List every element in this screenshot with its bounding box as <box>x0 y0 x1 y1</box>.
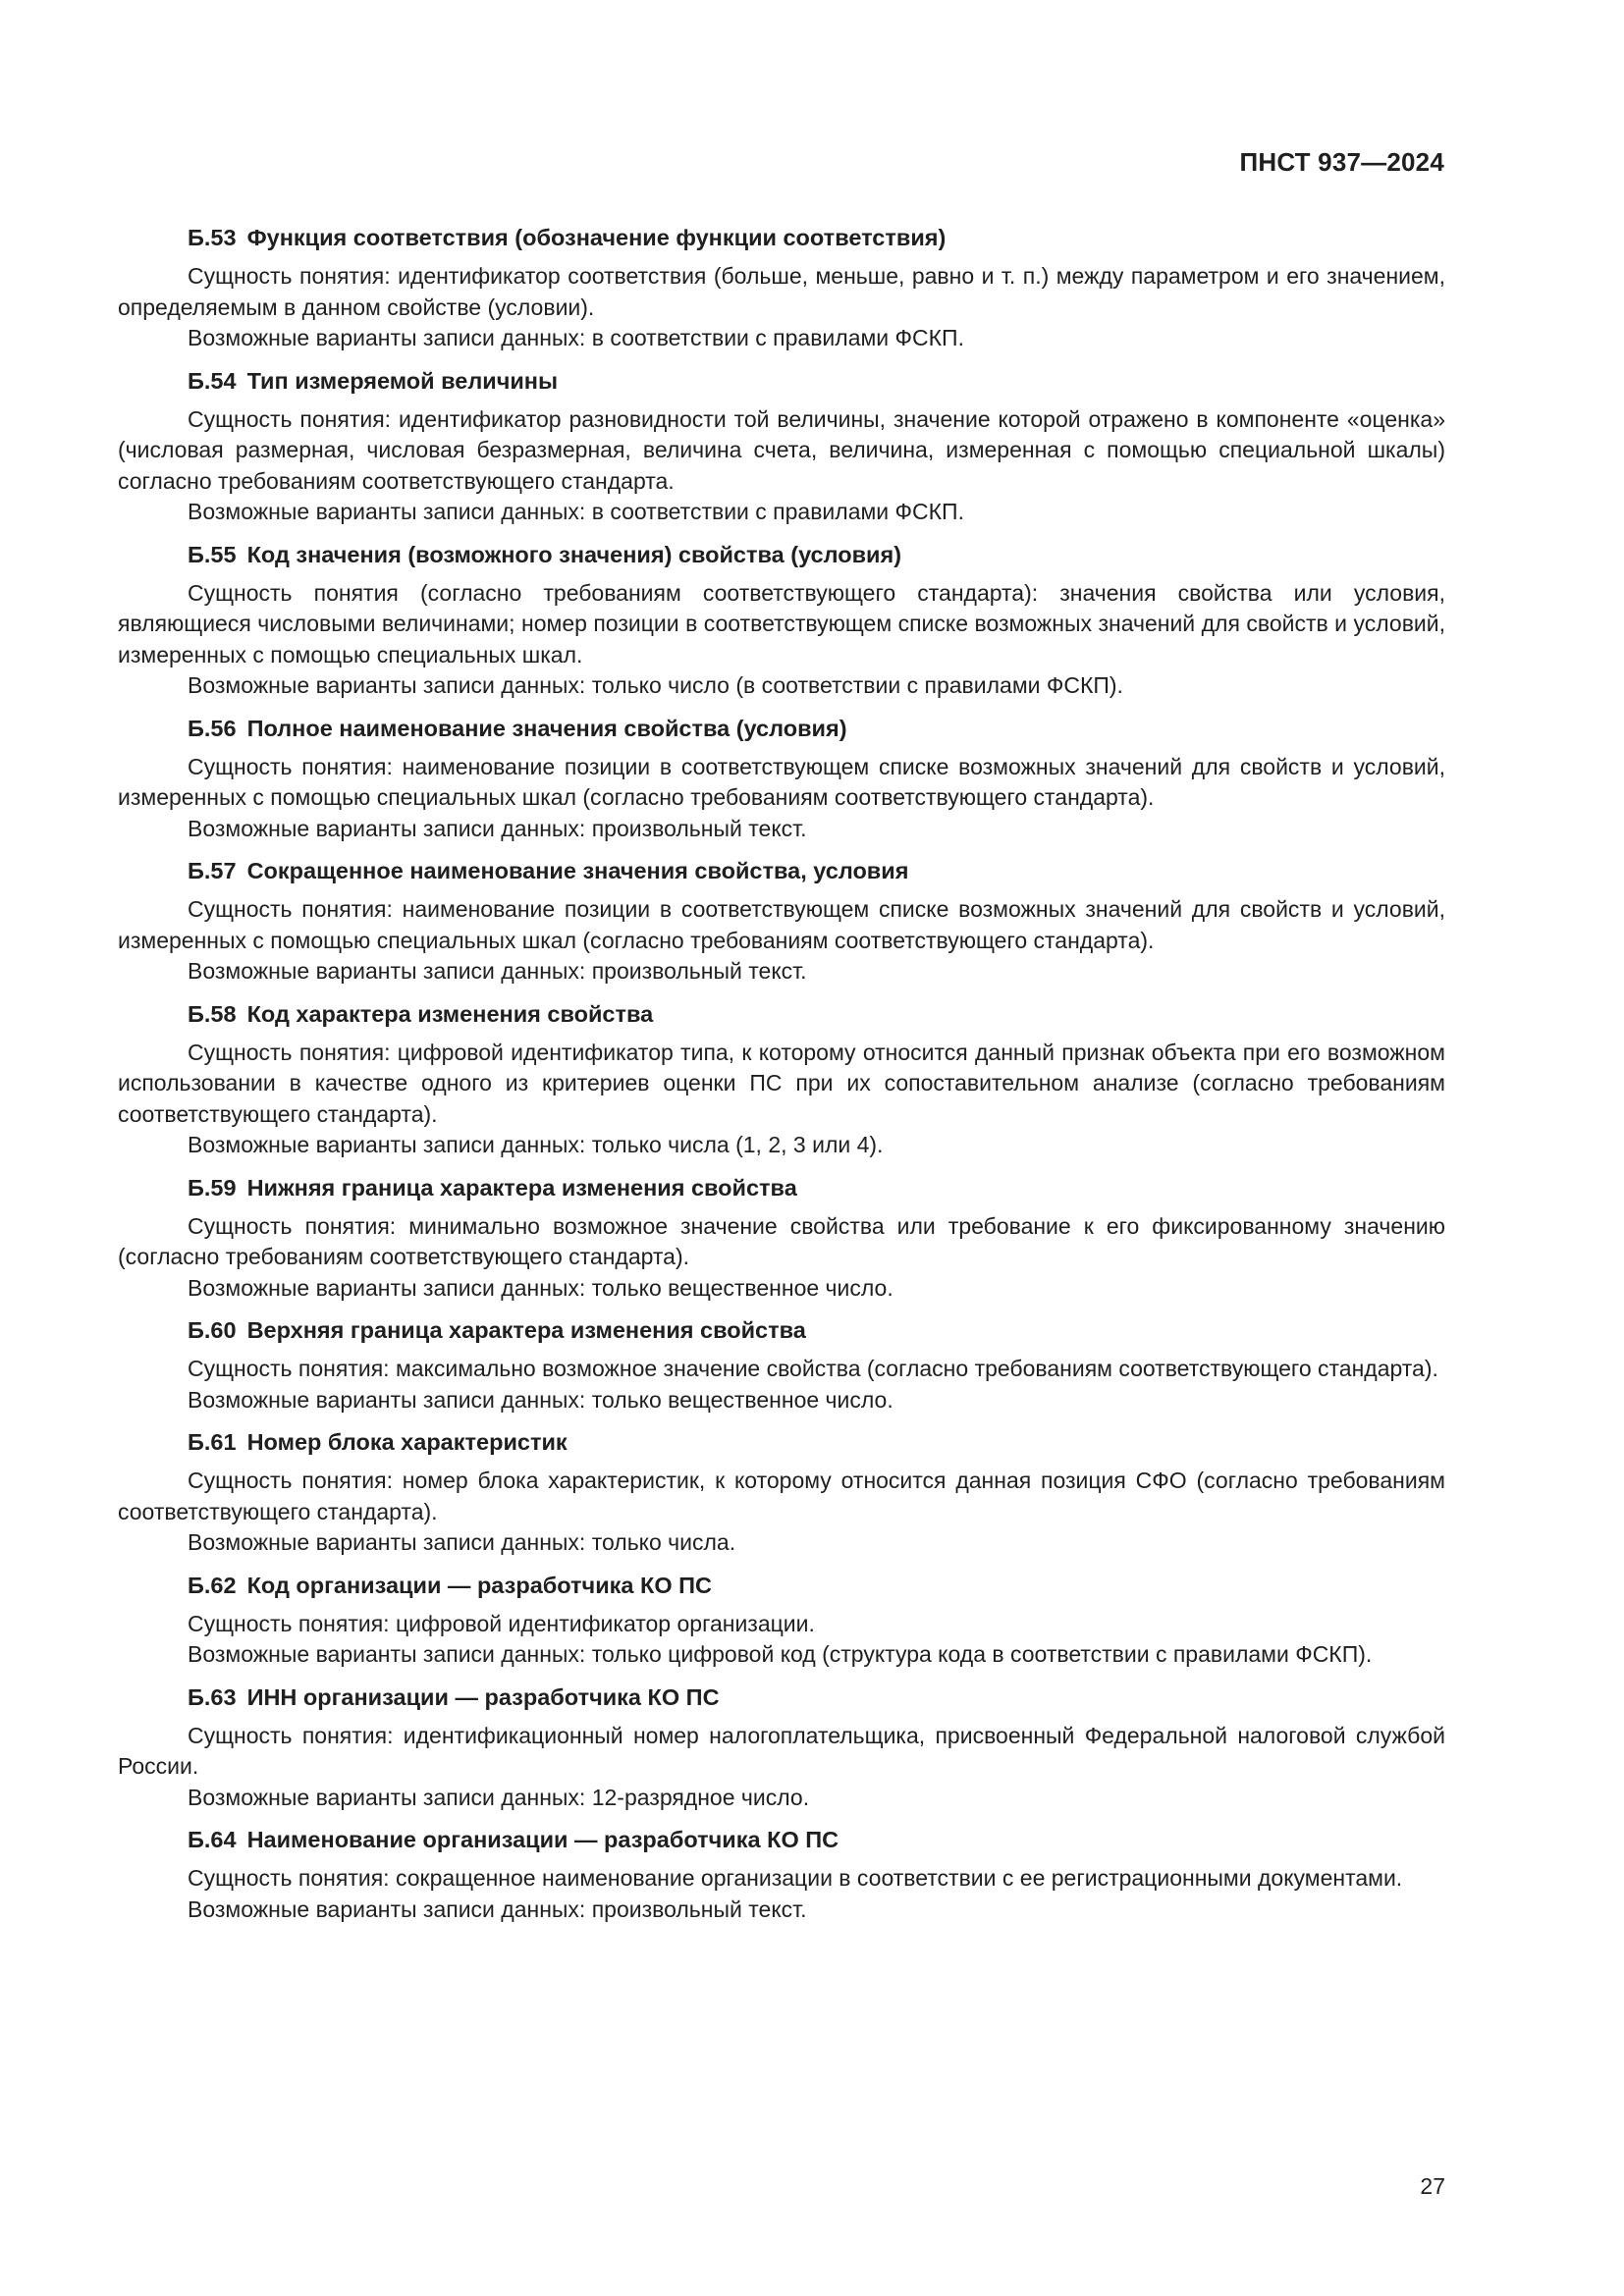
section-heading <box>118 1314 1445 1346</box>
section-number: Б.58 <box>188 1000 237 1027</box>
data-format-paragraph: Возможные варианты записи данных: произвольный текст. <box>188 1896 807 1922</box>
section-title: Сокращенное наименование значения свойства, условия <box>246 858 909 883</box>
data-format-paragraph: Возможные варианты записи данных: произвольный текст. <box>188 958 807 984</box>
section-title: Наименование организации — разработчика КО ПС <box>246 1827 839 1852</box>
section <box>118 713 1445 845</box>
section <box>118 998 1445 1161</box>
section <box>118 855 1445 988</box>
section-number: Б.62 <box>188 1572 237 1598</box>
section-heading <box>118 222 1445 253</box>
page-number: 27 <box>1420 2173 1445 2199</box>
data-format-paragraph: Возможные варианты записи данных: в соответствии с правилами ФСКП. <box>188 325 964 350</box>
data-format-paragraph: Возможные варианты записи данных: в соответствии с правилами ФСКП. <box>188 499 964 524</box>
section <box>118 1824 1445 1925</box>
definition-paragraph: Сущность понятия: идентификационный номер налогоплательщика, присвоенный Федеральной налоговой службой России. <box>118 1722 1445 1779</box>
data-format-paragraph: Возможные варианты записи данных: только цифровой код (структура кода в соответствии с правилами ФСКП). <box>188 1641 1373 1667</box>
document-code: ПНСТ 937—2024 <box>1239 147 1444 177</box>
section-heading <box>118 539 1445 570</box>
definition-paragraph: Сущность понятия: минимально возможное значение свойства или требование к его фиксированному значению (согласно требованиям соответствующего стандарта). <box>118 1212 1445 1269</box>
section <box>118 1172 1445 1305</box>
definition-paragraph: Сущность понятия: цифровой идентификатор типа, к которому относится данный признак объекта при его возможном использовании в качестве одного из критериев оценки ПС при их сопоставительном анализе (согласно требованиям соответствующего стандарта). <box>118 1039 1445 1127</box>
section-number: Б.54 <box>188 367 237 394</box>
definition-paragraph: Сущность понятия: наименование позиции в соответствующем списке возможных значений для свойств и условий, измеренных с помощью специальных шкал (согласно требованиям соответствующего стандарта). <box>118 896 1445 953</box>
section-title: Нижняя граница характера изменения свойства <box>246 1174 797 1201</box>
section-number: Б.57 <box>188 858 237 883</box>
section <box>118 1682 1445 1814</box>
definition-paragraph: Сущность понятия: идентификатор соответствия (больше, меньше, равно и т. п.) между параметром и его значением, определяемым в данном свойстве (условии). <box>118 263 1445 320</box>
section <box>118 222 1445 354</box>
section <box>118 539 1445 702</box>
section-heading <box>118 713 1445 744</box>
data-format-paragraph: Возможные варианты записи данных: произвольный текст. <box>188 815 807 841</box>
section <box>118 365 1445 528</box>
section-heading <box>118 1426 1445 1458</box>
section <box>118 1426 1445 1559</box>
definition-paragraph: Сущность понятия: идентификатор разновидности той величины, значение которой отражено в компоненте «оценка» (числовая размерная, числовая безразмерная, величина счета, величина, измеренная с помощью специальной шкалы) согласно требованиям соответствующего стандарта. <box>118 405 1445 494</box>
section <box>118 1314 1445 1415</box>
section-title: Код организации — разработчика КО ПС <box>246 1572 713 1598</box>
section-title: Полное наименование значения свойства (условия) <box>246 715 847 741</box>
section-number: Б.64 <box>188 1827 237 1852</box>
section-title: Код значения (возможного значения) свойства (условия) <box>246 541 902 567</box>
section <box>118 1570 1445 1671</box>
section-heading <box>118 855 1445 886</box>
section-title: Номер блока характеристик <box>246 1429 568 1455</box>
section-heading <box>118 1570 1445 1601</box>
data-format-paragraph: Возможные варианты записи данных: только вещественное число. <box>188 1386 893 1413</box>
section-heading <box>118 1824 1445 1855</box>
data-format-paragraph: Возможные варианты записи данных: только вещественное число. <box>188 1274 893 1301</box>
section-heading <box>118 1682 1445 1713</box>
data-format-paragraph: Возможные варианты записи данных: только числа. <box>188 1529 736 1555</box>
definition-paragraph: Сущность понятия: цифровой идентификатор организации. <box>188 1610 815 1636</box>
definition-paragraph: Сущность понятия: сокращенное наименование организации в соответствии с ее регистрационными документами. <box>188 1865 1403 1891</box>
section-number: Б.55 <box>188 541 237 567</box>
section-heading <box>118 998 1445 1030</box>
section-title: Функция соответствия (обозначение функции соответствия) <box>246 225 947 250</box>
section-title: Тип измеряемой величины <box>246 367 559 394</box>
data-format-paragraph: Возможные варианты записи данных: 12-разрядное число. <box>188 1784 810 1810</box>
definition-paragraph: Сущность понятия: максимально возможное значение свойства (согласно требованиям соответствующего стандарта). <box>188 1356 1438 1381</box>
section-title: Код характера изменения свойства <box>246 1000 654 1027</box>
definition-paragraph: Сущность понятия (согласно требованиям соответствующего стандарта): значения свойства или условия, являющиеся числовыми величинами; номер позиции в соответствующем списке возможных значений для свойств и условий, измеренных с помощью специальных шкал. <box>118 579 1445 667</box>
section-title: Верхняя граница характера изменения свойства <box>246 1317 806 1343</box>
section-number: Б.59 <box>188 1174 237 1201</box>
definition-paragraph: Сущность понятия: номер блока характеристик, к которому относится данная позиция СФО (согласно требованиям соответствующего стандарта). <box>118 1468 1445 1524</box>
section-number: Б.60 <box>188 1317 237 1343</box>
document-body <box>118 222 1445 1936</box>
section-number: Б.56 <box>188 715 237 741</box>
section-title: ИНН организации — разработчика КО ПС <box>246 1683 720 1710</box>
definition-paragraph: Сущность понятия: наименование позиции в соответствующем списке возможных значений для свойств и условий, измеренных с помощью специальных шкал (согласно требованиям соответствующего стандарта). <box>118 753 1445 810</box>
section-number: Б.63 <box>188 1683 237 1710</box>
data-format-paragraph: Возможные варианты записи данных: только числа (1, 2, 3 или 4). <box>188 1132 884 1157</box>
section-heading <box>118 365 1445 397</box>
data-format-paragraph: Возможные варианты записи данных: только число (в соответствии с правилами ФСКП). <box>188 672 1123 698</box>
section-number: Б.53 <box>188 225 237 250</box>
section-number: Б.61 <box>188 1429 237 1455</box>
section-heading <box>118 1172 1445 1203</box>
